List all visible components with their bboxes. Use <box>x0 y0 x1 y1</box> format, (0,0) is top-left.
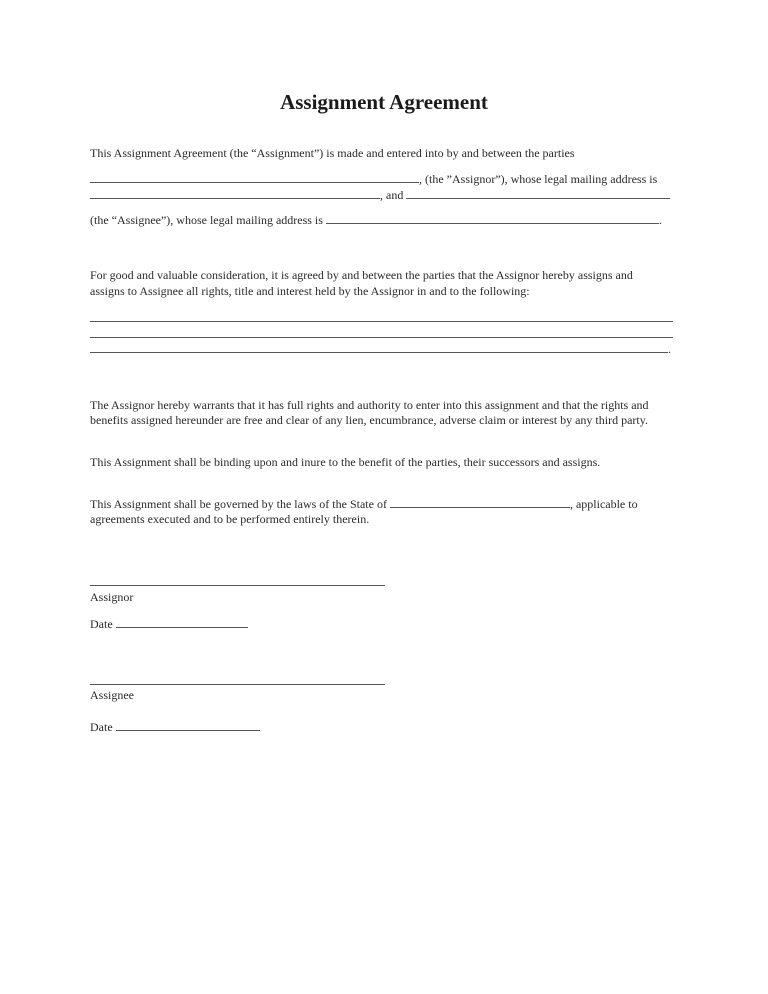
warranty-line-1: The Assignor hereby warrants that it has full rights and authority to enter into this assignment and that the rights and <box>90 398 649 412</box>
document-title: Assignment Agreement <box>280 90 488 114</box>
assigned-items-line-3 <box>90 341 671 356</box>
assignee-address-blank[interactable] <box>326 212 659 224</box>
assigned-items-blank-2[interactable] <box>90 337 673 338</box>
intro-line-2-suffix: , (the ”Assignor”), whose legal mailing address is <box>419 172 658 186</box>
assignee-date-row <box>90 719 260 734</box>
governing-line-2: agreements executed and to be performed entirely therein. <box>90 512 370 526</box>
assignee-date-label: Date <box>90 720 113 734</box>
assignor-label: Assignor <box>90 590 134 604</box>
assignor-date-label: Date <box>90 617 113 631</box>
assignor-address-blank[interactable] <box>90 187 380 199</box>
governing-line-1 <box>90 496 638 511</box>
intro-line-4 <box>90 212 662 227</box>
intro-line-4-suffix: . <box>658 213 662 227</box>
intro-line-4-prefix: (the “Assignee”), whose legal mailing address is <box>90 213 323 227</box>
assignor-date-blank[interactable] <box>116 616 248 628</box>
assignor-name-blank[interactable] <box>90 171 419 183</box>
consideration-line-1: For good and valuable consideration, it is agreed by and between the parties that the Assignor hereby assigns and <box>90 268 633 282</box>
assignee-name-blank[interactable] <box>406 187 670 199</box>
intro-line-3-mid: , and <box>380 188 404 202</box>
assignee-label: Assignee <box>90 688 134 702</box>
governing-line-1-prefix: This Assignment shall be governed by the laws of the State of <box>90 497 387 511</box>
intro-line-2 <box>90 171 657 186</box>
governing-line-1-suffix: , applicable to <box>569 497 638 511</box>
intro-line-1: This Assignment Agreement (the “Assignment”) is made and entered into by and between the parties <box>90 146 575 160</box>
warranty-line-2: benefits assigned hereunder are free and clear of any lien, encumbrance, adverse claim or interest by any third party. <box>90 413 648 427</box>
consideration-line-2: assigns to Assignee all rights, title and interest held by the Assignor in and to the following: <box>90 284 530 298</box>
assigned-items-end: . <box>668 342 671 356</box>
assignee-date-blank[interactable] <box>116 719 260 731</box>
assigned-items-blank-1[interactable] <box>90 321 673 322</box>
binding-paragraph: This Assignment shall be binding upon and inure to the benefit of the parties, their successors and assigns. <box>90 455 601 469</box>
assigned-items-blank-3[interactable] <box>90 341 668 353</box>
state-blank[interactable] <box>390 496 570 508</box>
intro-line-3 <box>90 187 670 202</box>
assignor-date-row <box>90 616 248 631</box>
assignee-signature-line[interactable] <box>90 684 385 685</box>
assignor-signature-line[interactable] <box>90 585 385 586</box>
